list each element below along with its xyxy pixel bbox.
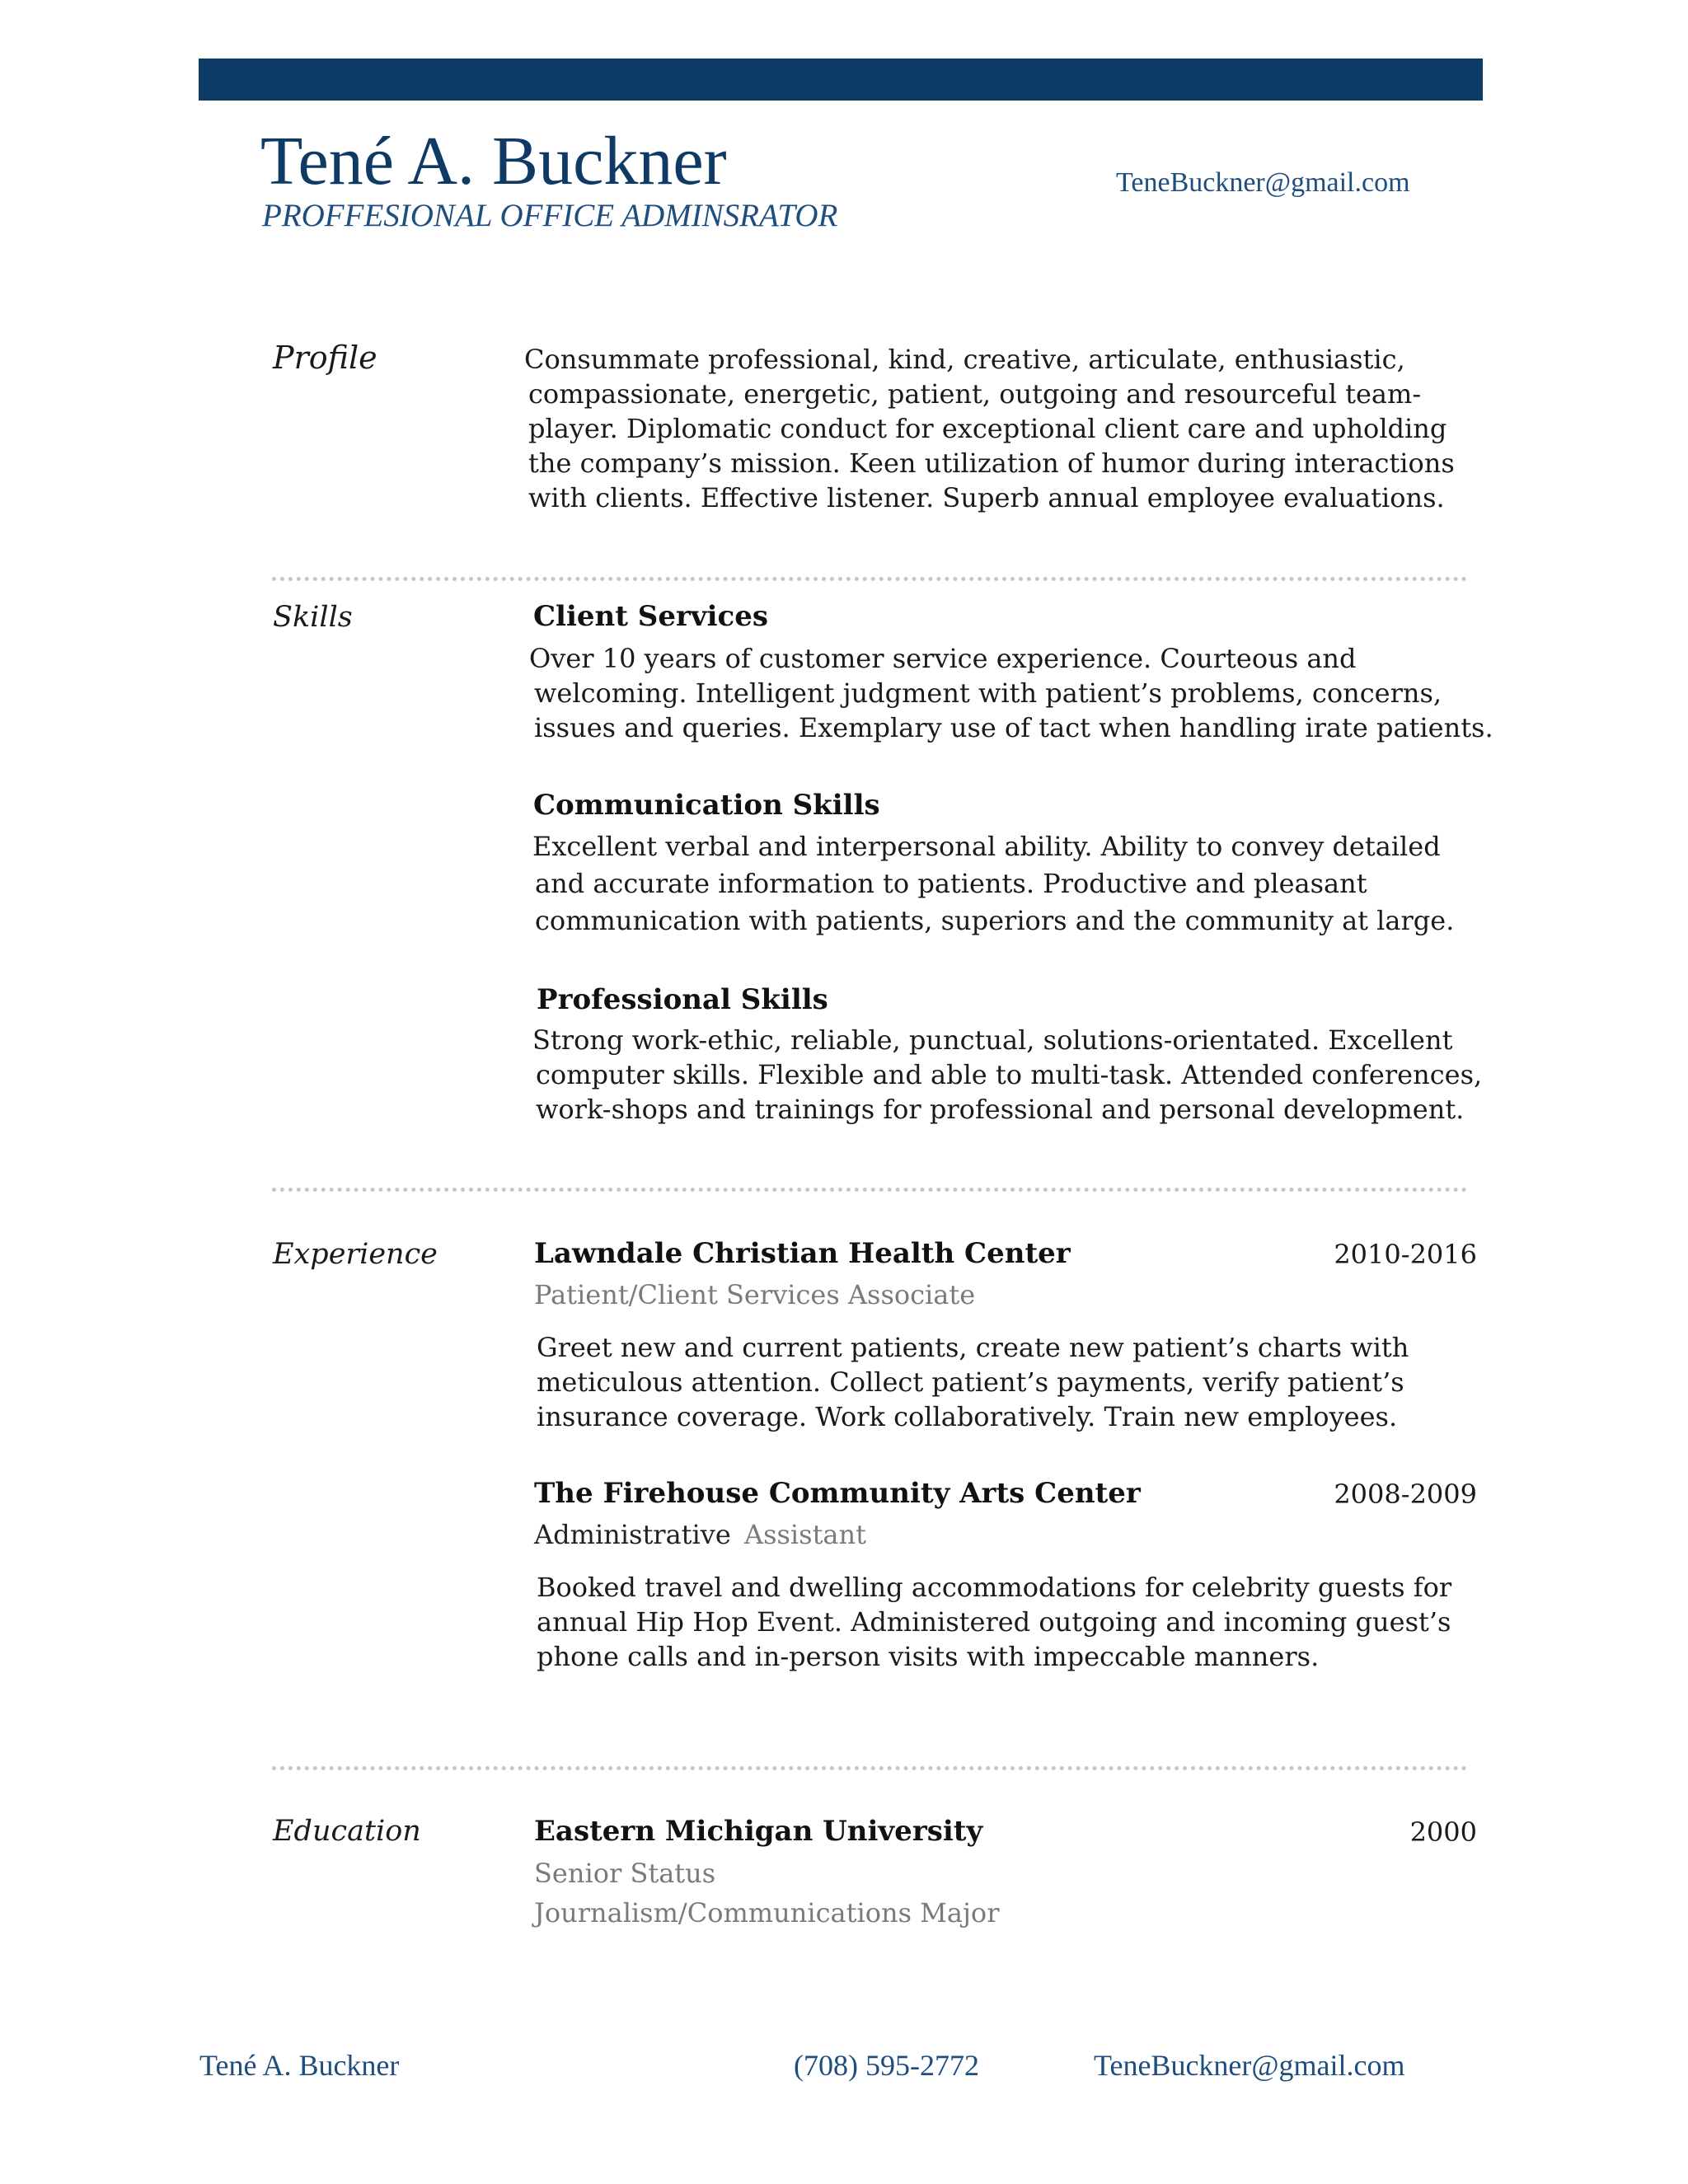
profile-line: the company’s mission. Keen utilization of humor during interactions (528, 448, 1455, 479)
skill-line: issues and queries. Exemplary use of tact when handling irate patients. (534, 712, 1493, 743)
job-years: 2008-2009 (1334, 1479, 1477, 1510)
job-line: Booked travel and dwelling accommodations for celebrity guests for (537, 1572, 1452, 1603)
profile-line: with clients. Effective listener. Superb annual employee evaluations. (528, 482, 1445, 513)
section-divider (272, 1766, 1467, 1770)
job-description (537, 1570, 1451, 1674)
job-line: Greet new and current patients, create new patient’s charts with (537, 1332, 1409, 1363)
skill-line: and accurate information to patients. Productive and pleasant (535, 868, 1367, 899)
candidate-title: PROFFESIONAL OFFICE ADMINSRATOR (262, 198, 838, 233)
skill-line: Over 10 years of customer service experience. Courteous and (529, 643, 1357, 674)
job-role-part: Administrative (534, 1519, 731, 1550)
education-status: Senior Status (534, 1858, 716, 1889)
section-divider (272, 577, 1467, 581)
section-label-education: Education (273, 1815, 421, 1848)
section-label-skills: Skills (273, 601, 353, 634)
candidate-name: Tené A. Buckner (260, 123, 727, 199)
job-description (537, 1330, 1409, 1434)
skill-description (529, 641, 1493, 745)
header-accent-bar (199, 59, 1483, 101)
profile-line: compassionate, energetic, patient, outgoing and resourceful team- (528, 378, 1422, 410)
education-year: 2000 (1409, 1816, 1477, 1848)
skill-line: communication with patients, superiors and the community at large. (535, 905, 1455, 936)
skill-heading-communication: Communication Skills (533, 789, 880, 822)
job-role (534, 1516, 866, 1553)
skill-heading-client-services: Client Services (533, 600, 769, 633)
job-employer: The Firehouse Community Arts Center (534, 1477, 1141, 1510)
profile-paragraph (524, 342, 1455, 515)
footer-phone[interactable]: (708) 595-2772 (794, 2049, 979, 2082)
skill-description (532, 1023, 1482, 1127)
job-role: Patient/Client Services Associate (534, 1279, 976, 1310)
section-label-experience: Experience (273, 1238, 438, 1271)
skill-line: computer skills. Flexible and able to multi-task. Attended conferences, (536, 1059, 1483, 1090)
skill-line: work-shops and trainings for professional and personal development. (536, 1094, 1465, 1125)
skill-description (532, 828, 1454, 940)
skill-line: Excellent verbal and interpersonal ability. Ability to convey detailed (532, 831, 1441, 862)
job-role-part: Assistant (743, 1519, 866, 1550)
education-major: Journalism/Communications Major (534, 1897, 1000, 1929)
job-line: phone calls and in-person visits with impeccable manners. (537, 1641, 1320, 1672)
footer-name: Tené A. Buckner (199, 2049, 400, 2082)
job-line: annual Hip Hop Event. Administered outgoing and incoming guest’s (537, 1606, 1451, 1638)
education-school: Eastern Michigan University (534, 1815, 983, 1848)
section-divider (272, 1188, 1467, 1192)
skill-heading-professional: Professional Skills (537, 983, 828, 1016)
profile-line: Consummate professional, kind, creative, articulate, enthusiastic, (524, 344, 1405, 375)
job-employer: Lawndale Christian Health Center (534, 1237, 1071, 1270)
job-line: meticulous attention. Collect patient’s payments, verify patient’s (537, 1366, 1404, 1398)
skill-line: Strong work-ethic, reliable, punctual, solutions-orientated. Excellent (532, 1024, 1453, 1056)
skill-line: welcoming. Intelligent judgment with patient’s problems, concerns, (534, 677, 1442, 709)
header-email[interactable]: TeneBuckner@gmail.com (1116, 167, 1410, 198)
job-line: insurance coverage. Work collaboratively. Train new employees. (537, 1401, 1398, 1432)
footer-email[interactable]: TeneBuckner@gmail.com (1094, 2049, 1405, 2082)
section-label-profile: Profile (273, 340, 377, 376)
profile-line: player. Diplomatic conduct for exceptional client care and upholding (528, 413, 1447, 444)
job-years: 2010-2016 (1334, 1239, 1477, 1270)
